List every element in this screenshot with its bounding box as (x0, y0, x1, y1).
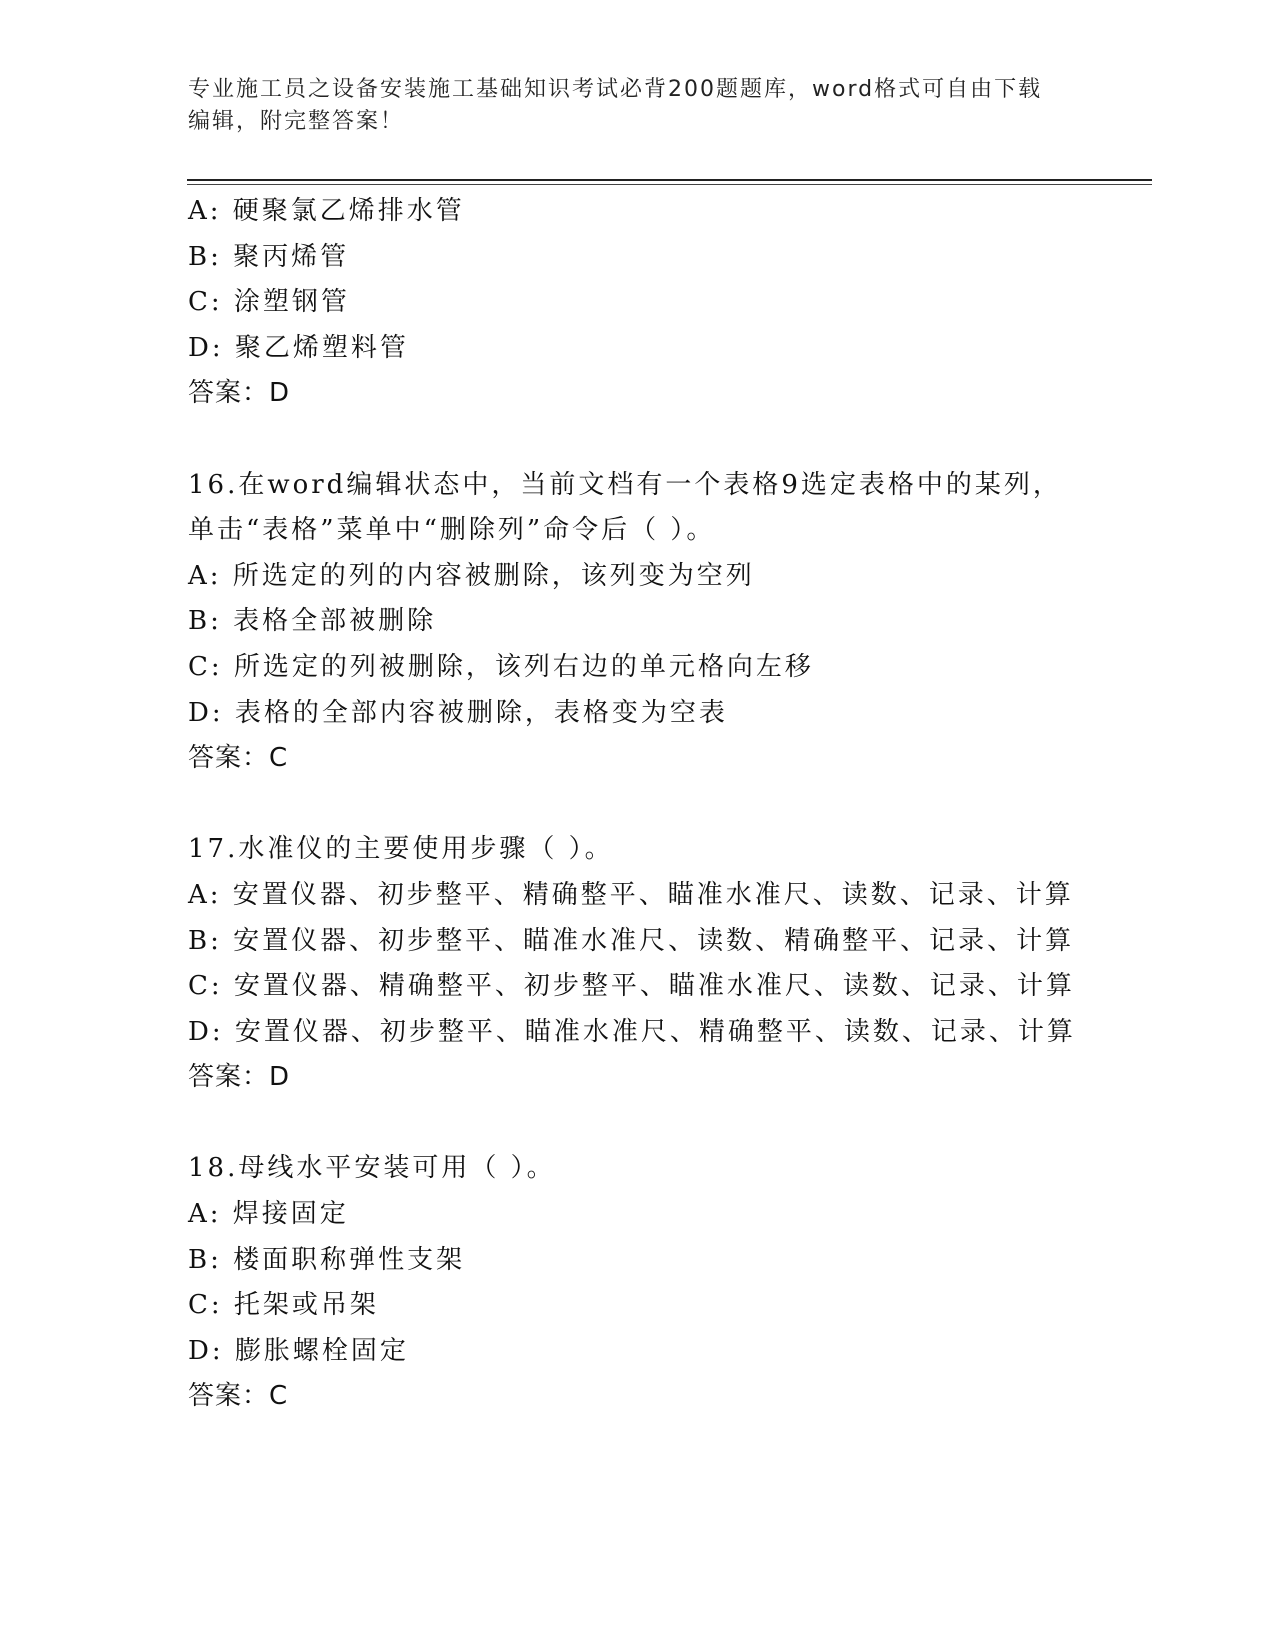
option-b: B: 安置仪器、初步整平、瞄准水准尺、读数、精确整平、记录、计算 (188, 925, 1075, 956)
option-a: A: 安置仪器、初步整平、精确整平、瞄准水准尺、读数、记录、计算 (188, 879, 1074, 910)
option-d: D: 聚乙烯塑料管 (188, 332, 409, 363)
question-stem-continued: 单击“表格”菜单中“删除列”命令后（ ）。 (188, 515, 716, 546)
option-d: D: 膨胀螺栓固定 (188, 1335, 409, 1366)
answer: 答案：C (188, 743, 289, 774)
question-16 (188, 463, 1158, 782)
option-b: B: 聚丙烯管 (188, 241, 350, 272)
question-gap (188, 417, 1158, 463)
question-list (188, 189, 1158, 1420)
question-gap (188, 1101, 1158, 1147)
answer: 答案：D (188, 1062, 291, 1093)
option-c: C: 安置仪器、精确整平、初步整平、瞄准水准尺、读数、记录、计算 (188, 971, 1075, 1002)
answer: 答案：D (188, 378, 291, 409)
question-15 (188, 189, 1158, 417)
option-c: C: 所选定的列被删除，该列右边的单元格向左移 (188, 651, 814, 682)
option-b: B: 楼面职称弹性支架 (188, 1244, 466, 1275)
question-17 (188, 827, 1158, 1101)
option-a: A: 硬聚氯乙烯排水管 (188, 196, 465, 226)
question-gap (188, 782, 1158, 828)
header-divider-thin (187, 184, 1152, 185)
header-divider-thick (187, 179, 1152, 181)
option-a: A: 所选定的列的内容被删除，该列变为空列 (188, 560, 755, 591)
option-c: C: 涂塑钢管 (188, 287, 350, 318)
question-18 (188, 1146, 1158, 1420)
question-stem: 18.母线水平安装可用（ ）。 (188, 1153, 556, 1184)
header-line-1: 专业施工员之设备安装施工基础知识考试必背200题题库，word格式可自由下载 (188, 77, 1043, 102)
option-d: D: 安置仪器、初步整平、瞄准水准尺、精确整平、读数、记录、计算 (188, 1016, 1076, 1047)
option-a: A: 焊接固定 (188, 1199, 349, 1230)
answer: 答案：C (188, 1381, 289, 1412)
page-header (188, 74, 1088, 138)
question-stem: 17.水准仪的主要使用步骤（ ）。 (188, 834, 614, 865)
option-d: D: 表格的全部内容被删除，表格变为空表 (188, 697, 728, 728)
question-stem: 16.在word编辑状态中，当前文档有一个表格9选定表格中的某列， (188, 469, 1062, 500)
header-line-2: 编辑，附完整答案！ (188, 109, 405, 134)
option-c: C: 托架或吊架 (188, 1290, 379, 1321)
option-b: B: 表格全部被删除 (188, 606, 437, 637)
